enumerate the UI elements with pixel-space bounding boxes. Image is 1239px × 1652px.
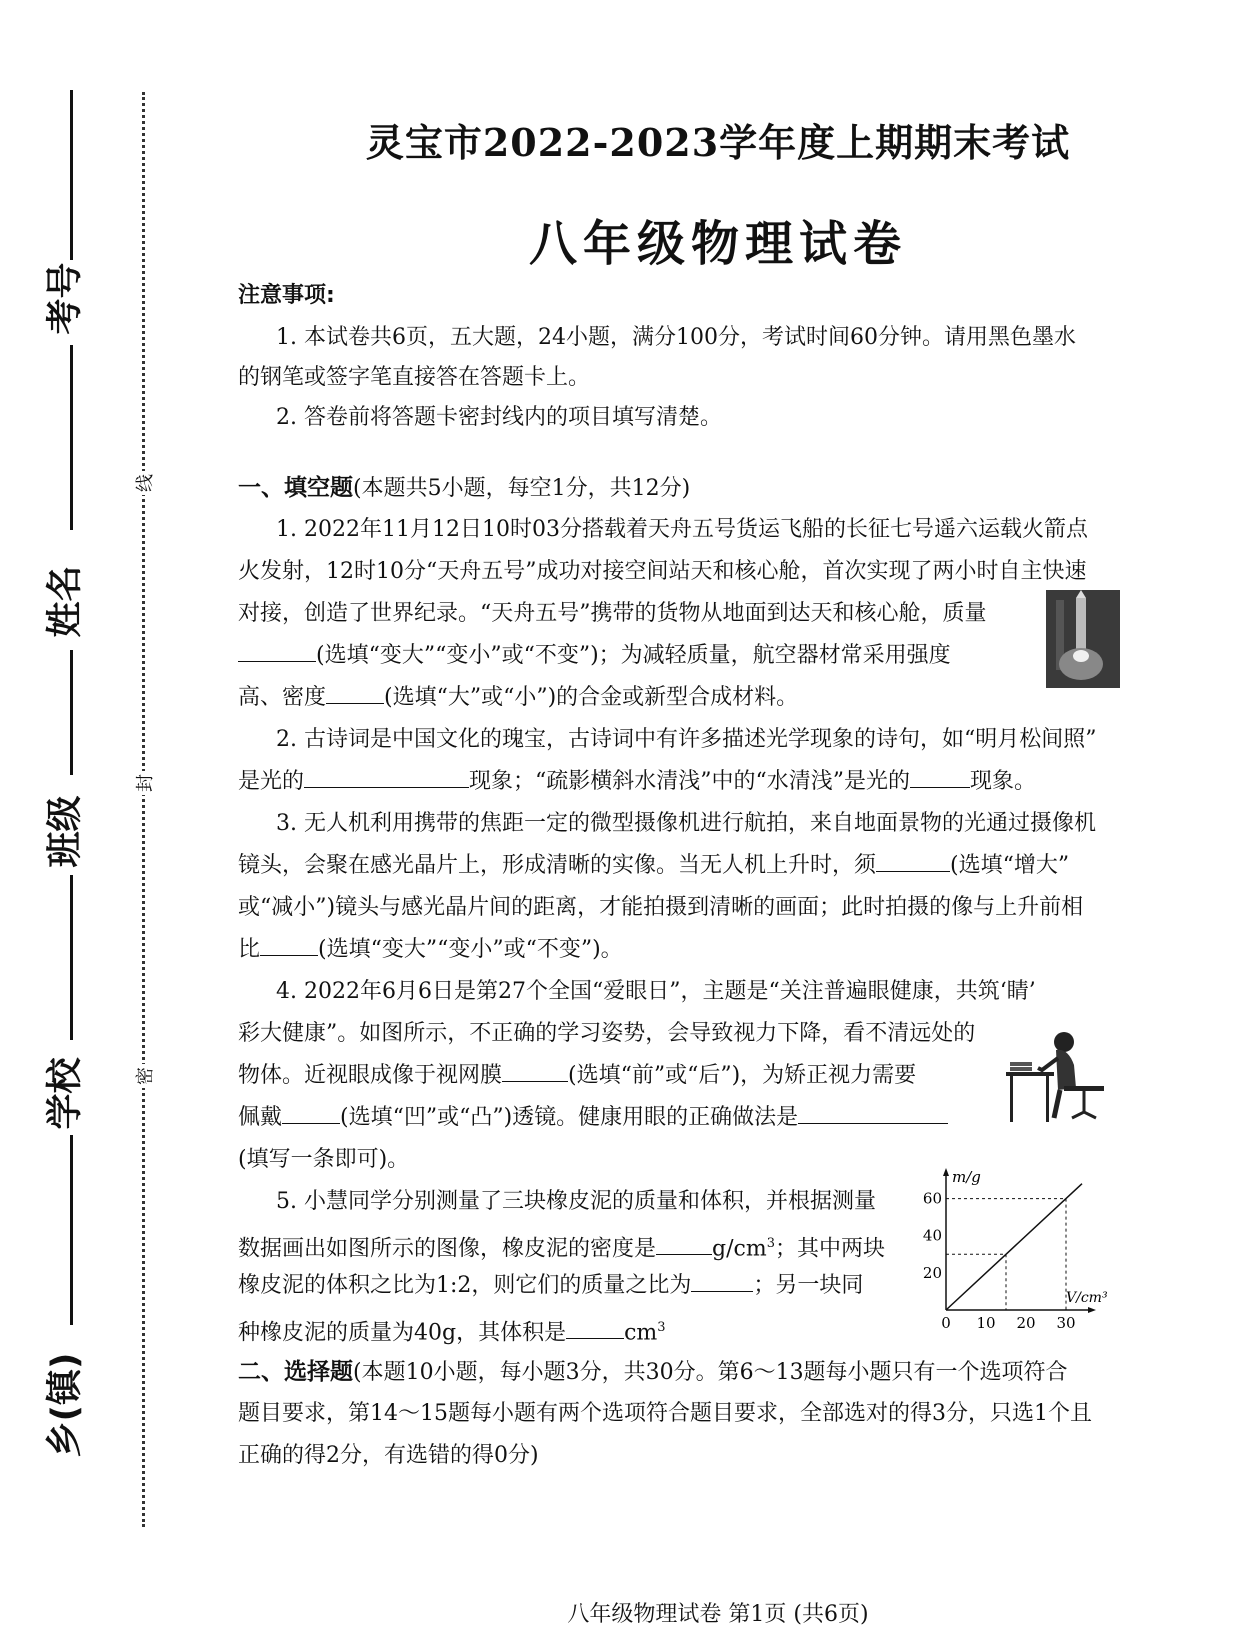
q5-line2-text-a: 数据画出如图所示的图像，橡皮泥的密度是 <box>238 1236 657 1262</box>
name-line[interactable] <box>70 345 73 530</box>
section1-note: (本题共5小题，每空1分，共12分) <box>353 476 691 501</box>
q2-blank-1[interactable] <box>304 763 469 788</box>
exam-number-label: 考号 <box>44 262 86 335</box>
q2-blank-2[interactable] <box>910 763 970 788</box>
q5-unit-sup-2: 3 <box>657 1320 666 1335</box>
q3-line2 <box>238 846 1069 886</box>
section2-line3: 正确的得2分，有选错的得0分) <box>238 1443 539 1468</box>
section1-header <box>238 468 690 509</box>
mass-volume-chart <box>918 1168 1108 1338</box>
x-axis-arrow <box>1088 1307 1096 1313</box>
q5-line2 <box>238 1224 885 1269</box>
q1-blank-density[interactable] <box>326 679 384 704</box>
q3-line4-text-a: 比 <box>238 937 261 962</box>
section2-note-line1: (本题10小题，每小题3分，共30分。第6～13题每小题只有一个选项符合 <box>353 1360 1068 1385</box>
q1-line4 <box>238 636 951 676</box>
q5-blank-density[interactable] <box>656 1230 712 1255</box>
township-line[interactable] <box>70 1135 73 1325</box>
q1-line5 <box>238 678 798 718</box>
rocket-icon <box>1046 590 1120 688</box>
q4-blank-2[interactable] <box>282 1099 340 1124</box>
y-axis-arrow <box>943 1168 949 1176</box>
q4-line3-text-b: (选填“前”或“后”)，为矫正视力需要 <box>568 1063 917 1088</box>
q4-blank-1[interactable] <box>502 1057 568 1082</box>
q5-unit-sup: 3 <box>766 1236 775 1251</box>
section2-title: 二、选择题 <box>238 1359 353 1385</box>
y-axis-label: m/g <box>952 1168 981 1186</box>
q5-blank-volume[interactable] <box>566 1314 624 1339</box>
township-label: 乡(镇) <box>44 1352 86 1458</box>
q1-line5-text-a: 高、密度 <box>238 685 327 710</box>
student-at-desk-icon <box>998 1020 1118 1125</box>
y-tick-label: 40 <box>922 1226 942 1245</box>
q4-line3-text-a: 物体。近视眼成像于视网膜 <box>238 1063 503 1088</box>
seal-char-line: 线 <box>131 471 157 495</box>
q5-unit-gcm: g/cm <box>712 1236 767 1262</box>
q2-line2-text-c: 现象。 <box>970 769 1037 794</box>
x-tick-label: 30 <box>1056 1314 1076 1332</box>
x-tick-label: 10 <box>976 1314 996 1332</box>
notes-item1-line2: 的钢笔或签字笔直接答在答题卡上。 <box>238 365 591 390</box>
seal-char-secret: 密 <box>131 1064 157 1088</box>
q3-line1: 3. 无人机利用携带的焦距一定的微型摄像机进行航拍，来自地面景物的光通过摄像机 <box>276 811 1096 836</box>
binding-strip <box>0 0 160 1652</box>
x-axis-label: V/cm³ <box>1066 1290 1108 1306</box>
page-footer: 八年级物理试卷 第1页 (共6页) <box>567 1602 869 1627</box>
q4-line4-text-b: (选填“凹”或“凸”)透镜。健康用眼的正确做法是 <box>340 1105 799 1130</box>
q2-line2-text-b: 现象；“疏影横斜水清浅”中的“水清浅”是光的 <box>469 769 911 794</box>
q5-line2-text-c: ；其中两块 <box>774 1236 885 1262</box>
exam-number-line[interactable] <box>70 90 73 260</box>
q4-blank-3[interactable] <box>798 1099 948 1124</box>
seal-dotted-line <box>142 92 145 1527</box>
q5-line3-text-a: 橡皮泥的体积之比为1:2，则它们的质量之比为 <box>238 1273 692 1298</box>
q3-line2-text-b: (选填“增大” <box>950 853 1070 878</box>
seal-char-seal: 封 <box>131 771 157 795</box>
q4-line4 <box>238 1098 948 1138</box>
q3-blank-1[interactable] <box>876 847 950 872</box>
series-line <box>946 1184 1082 1310</box>
x-tick-label: 20 <box>1016 1314 1036 1332</box>
q2-line2-text-a: 是光的 <box>238 769 305 794</box>
notes-item1-line1: 1. 本试卷共6页，五大题，24小题，满分100分，考试时间60分钟。请用黑色墨水 <box>276 325 1076 350</box>
y-tick-label: 60 <box>922 1189 942 1208</box>
q4-line3 <box>238 1056 916 1096</box>
q3-line2-text-a: 镜头，会聚在感光晶片上，形成清晰的实像。当无人机上升时，须 <box>238 853 877 878</box>
q2-line2 <box>238 762 1036 802</box>
q1-line2: 火发射，12时10分“天舟五号”成功对接空间站天和核心舱，首次实现了两小时自主快速 <box>238 559 1087 584</box>
rocket-launch-photo <box>1046 590 1120 688</box>
exam-title: 灵宝市2022-2023学年度上期期末考试 <box>365 120 1071 165</box>
q1-line1: 1. 2022年11月12日10时03分搭载着天舟五号货运飞船的长征七号遥六运载火箭点 <box>276 517 1088 542</box>
school-label: 学校 <box>44 1057 86 1130</box>
q2-line1: 2. 古诗词是中国文化的瑰宝，古诗词中有许多描述光学现象的诗句，如“明月松间照” <box>276 727 1097 752</box>
class-label: 班级 <box>44 795 86 868</box>
y-tick-label: 20 <box>922 1263 942 1282</box>
q3-blank-2[interactable] <box>260 931 318 956</box>
q5-line3 <box>238 1266 863 1306</box>
q4-line2: 彩大健康”。如图所示，不正确的学习姿势，会导致视力下降，看不清远处的 <box>238 1021 976 1046</box>
q3-line4 <box>238 930 623 970</box>
notes-item2: 2. 答卷前将答题卡密封线内的项目填写清楚。 <box>276 405 722 430</box>
q5-unit-cm: cm <box>624 1320 658 1346</box>
notes-heading: 注意事项: <box>238 283 335 308</box>
section1-title: 一、填空题 <box>238 475 353 501</box>
class-line[interactable] <box>70 650 73 775</box>
student-posture-figure <box>998 1020 1118 1125</box>
q5-line4 <box>238 1308 666 1353</box>
q1-line3: 对接，创造了世界纪录。“天舟五号”携带的货物从地面到达天和核心舱，质量 <box>238 601 987 626</box>
q1-blank-mass[interactable] <box>238 637 316 662</box>
q5-line1: 5. 小慧同学分别测量了三块橡皮泥的质量和体积，并根据测量 <box>276 1189 876 1214</box>
q5-line4-text-a: 种橡皮泥的质量为40g，其体积是 <box>238 1320 567 1346</box>
x-tick-label: 0 <box>941 1314 951 1332</box>
paper-title: 八年级物理试卷 <box>528 216 907 272</box>
mass-volume-chart-svg <box>918 1168 1108 1338</box>
section2-line2: 题目要求，第14～15题每小题有两个选项符合题目要求，全部选对的得3分，只选1个且 <box>238 1401 1092 1426</box>
q1-line5-text-b: (选填“大”或“小”)的合金或新型合成材料。 <box>384 685 799 710</box>
q4-line5: (填写一条即可)。 <box>238 1147 410 1172</box>
q3-line4-text-b: (选填“变大”“变小”或“不变”)。 <box>318 937 623 962</box>
q4-line4-text-a: 佩戴 <box>238 1105 283 1130</box>
section2-line1 <box>238 1352 1068 1393</box>
name-label: 姓名 <box>44 565 86 638</box>
q1-line4-text: (选填“变大”“变小”或“不变”)；为减轻质量，航空器材常采用强度 <box>316 643 951 668</box>
q4-line1: 4. 2022年6月6日是第27个全国“爱眼日”，主题是“关注普遍眼健康，共筑‘睛’ <box>276 979 1036 1004</box>
q5-blank-ratio[interactable] <box>691 1267 753 1292</box>
school-line[interactable] <box>70 875 73 1040</box>
q5-line3-text-b: ；另一块同 <box>753 1273 864 1298</box>
q3-line3: 或“减小”)镜头与感光晶片间的距离，才能拍摄到清晰的画面；此时拍摄的像与上升前相 <box>238 895 1084 920</box>
